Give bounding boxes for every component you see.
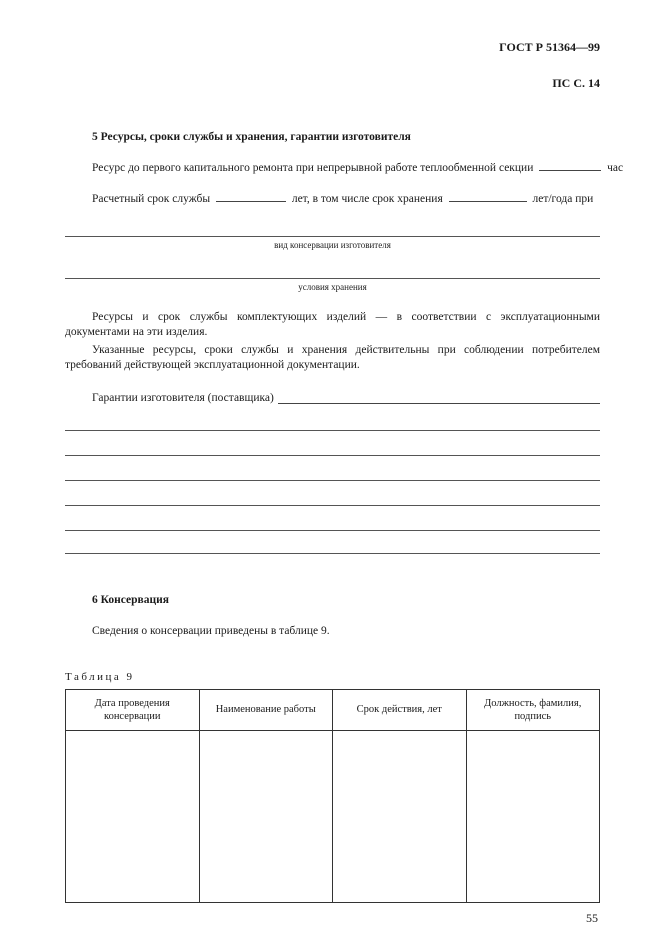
table-header-term: Срок действия, лет: [333, 689, 467, 730]
conservation-table-head: [66, 689, 600, 730]
table-header-date: Дата проведения консервации: [66, 689, 200, 730]
components-paragraph: Ресурсы и срок службы комплектующих изделий — в соответствии с эксплуатационными документами на эти изделия.: [65, 311, 600, 338]
storage-conditions-caption: условия хранения: [298, 282, 367, 292]
table-empty-cell: [199, 730, 333, 902]
table9-label: Таблица 9: [65, 670, 135, 683]
ruled-line: [65, 506, 600, 531]
conservation-type-caption: вид консервации изготовителя: [274, 240, 391, 250]
resource-paragraph: [65, 160, 624, 174]
page-header: [65, 40, 600, 91]
table-empty-row: [66, 730, 600, 902]
conservation-type-line: [65, 236, 600, 237]
table-empty-cell: [333, 730, 467, 902]
page-footer: [65, 911, 600, 926]
table-empty-cell: [466, 730, 600, 902]
guarantee-paragraph: [65, 392, 600, 404]
guarantee-text: Гарантии изготовителя (поставщика): [92, 391, 274, 404]
conservation-intro-paragraph: Сведения о консервации приведены в таблице 9.: [92, 624, 330, 637]
ruled-line: [65, 431, 600, 456]
ruled-line: [65, 531, 600, 554]
validity-paragraph: Указанные ресурсы, сроки службы и хранения действительны при соблюдении потребителем требований действующей эксплуатационной документации.: [65, 343, 600, 371]
page-reference: ПС С. 14: [552, 76, 600, 90]
table-header-row: [66, 689, 600, 730]
ruled-line: [65, 406, 600, 431]
section5-heading: 5 Ресурсы, сроки службы и хранения, гарантии изготовителя: [92, 131, 411, 143]
service-life-paragraph: [65, 191, 600, 205]
fill-in-blank-hours: [539, 160, 601, 171]
resource-text: Ресурс до первого капитального ремонта при непрерывной работе теплообменной секции: [92, 162, 534, 174]
fill-in-blank-guarantee: [278, 392, 600, 404]
conservation-table: [65, 689, 600, 903]
storage-conditions-line: [65, 278, 600, 279]
fill-in-blank-storage-term: [449, 191, 527, 202]
conservation-table-body: [66, 730, 600, 902]
section6-heading: 6 Консервация: [92, 593, 169, 606]
resource-unit: час: [607, 162, 624, 174]
blank-ruled-lines: [65, 406, 600, 554]
document-reference: ГОСТ Р 51364—99: [499, 40, 600, 54]
ruled-line: [65, 456, 600, 481]
table-header-work: Наименование работы: [199, 689, 333, 730]
ruled-line: [65, 481, 600, 506]
table-header-signature: Должность, фамилия, подпись: [466, 689, 600, 730]
service-life-text: Расчетный срок службы: [92, 193, 211, 205]
service-life-unit: лет/года при: [532, 193, 594, 205]
page-number: 55: [586, 910, 598, 925]
table-empty-cell: [66, 730, 200, 902]
fill-in-blank-service-life: [216, 191, 286, 202]
storage-term-text: лет, в том числе срок хранения: [291, 193, 443, 205]
